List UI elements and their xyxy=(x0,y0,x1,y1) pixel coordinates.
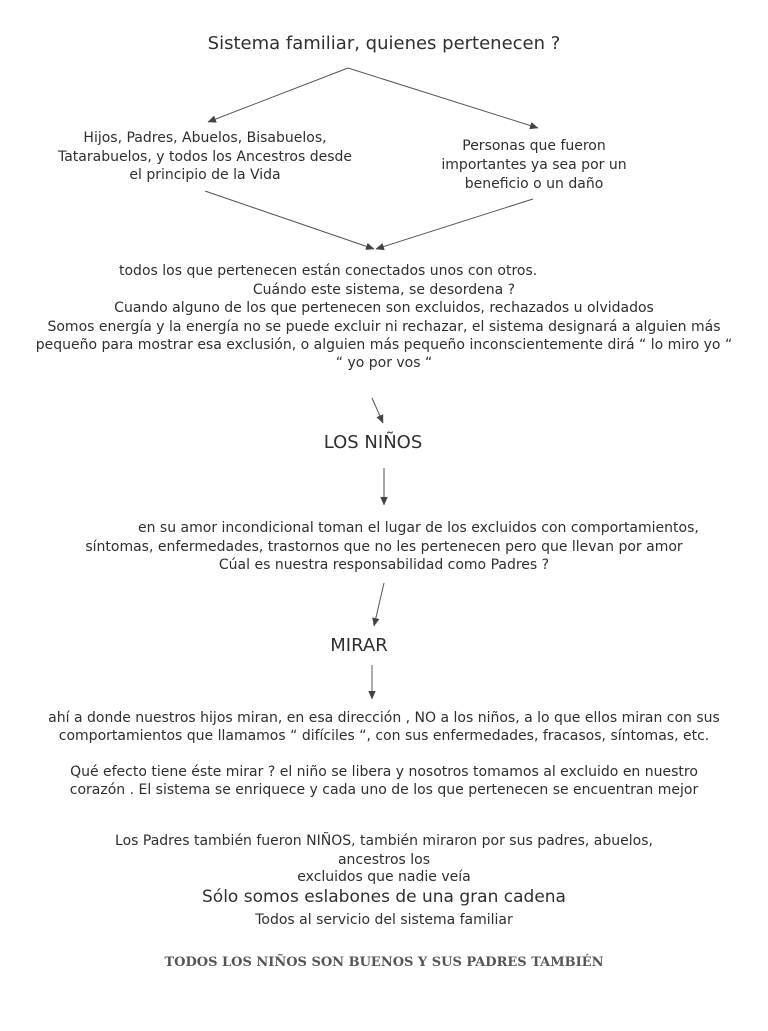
left-branch-line-2: Tatarabuelos, y todos los Ancestros desde xyxy=(57,149,353,165)
look-line-2: comportamientos que llamamos “ difíciles “, con sus enfermedades, fracasos, síntomas, etc. xyxy=(58,728,710,744)
chain-statement: Sólo somos eslabones de una gran cadena xyxy=(202,887,566,907)
arrow-title-to-left xyxy=(208,68,348,122)
arrow-to-mirar xyxy=(374,583,384,626)
connection-line-4: Somos energía y la energía no se puede excluir ni rechazar, el sistema designará a alguien más xyxy=(47,319,721,335)
connection-line-6: “ yo por vos “ xyxy=(335,355,433,371)
arrow-left-to-center xyxy=(205,191,374,249)
right-branch-line-3: beneficio o un daño xyxy=(464,176,604,192)
look-line-1: ahí a donde nuestros hijos miran, en esa dirección , NO a los niños, a lo que ellos miran con sus xyxy=(48,710,720,726)
heading-los-ninos: LOS NIÑOS xyxy=(323,432,423,453)
right-branch-line-2: importantes ya sea por un xyxy=(441,157,627,173)
parents-line-2: ancestros los xyxy=(337,852,431,868)
effect-line-2: corazón . El sistema se enriquece y cada uno de los que pertenecen se encuentran mejor xyxy=(69,782,699,798)
parents-line-1: Los Padres también fueron NIÑOS, también miraron por sus padres, abuelos, xyxy=(115,833,653,849)
connection-line-2: Cuándo este sistema, se desordena ? xyxy=(252,282,516,298)
right-branch-line-1: Personas que fueron xyxy=(462,138,606,154)
children-line-2: síntomas, enfermedades, trastornos que no les pertenecen pero que llevan por amor xyxy=(85,539,683,555)
parents-line-3: excluidos que nadie veía xyxy=(297,869,471,885)
service-statement: Todos al servicio del sistema familiar xyxy=(255,912,513,928)
arrow-to-los-ninos xyxy=(372,398,383,423)
effect-line-1: Qué efecto tiene éste mirar ? el niño se libera y nosotros tomamos al excluido en nuestro xyxy=(70,764,698,780)
arrow-right-to-center xyxy=(376,199,533,249)
children-line-1: en su amor incondicional toman el lugar de los excluidos con comportamientos, xyxy=(138,520,699,536)
footer-statement: TODOS LOS NIÑOS SON BUENOS Y SUS PADRES TAMBIÉN xyxy=(164,955,604,970)
diagram-title: Sistema familiar, quienes pertenecen ? xyxy=(207,33,561,54)
connection-line-1: todos los que pertenecen están conectados unos con otros. xyxy=(119,263,538,279)
connection-line-3: Cuando alguno de los que pertenecen son excluidos, rechazados u olvidados xyxy=(114,300,654,316)
children-line-3: Cúal es nuestra responsabilidad como Padres ? xyxy=(218,557,550,573)
arrow-title-to-right xyxy=(348,68,538,128)
left-branch-line-1: Hijos, Padres, Abuelos, Bisabuelos, xyxy=(83,130,327,146)
left-branch-line-3: el principio de la Vida xyxy=(129,167,281,183)
connection-line-5: pequeño para mostrar esa exclusión, o alguien más pequeño inconscientemente dirá “ lo miro yo “ xyxy=(35,337,733,353)
heading-mirar: MIRAR xyxy=(330,635,388,656)
